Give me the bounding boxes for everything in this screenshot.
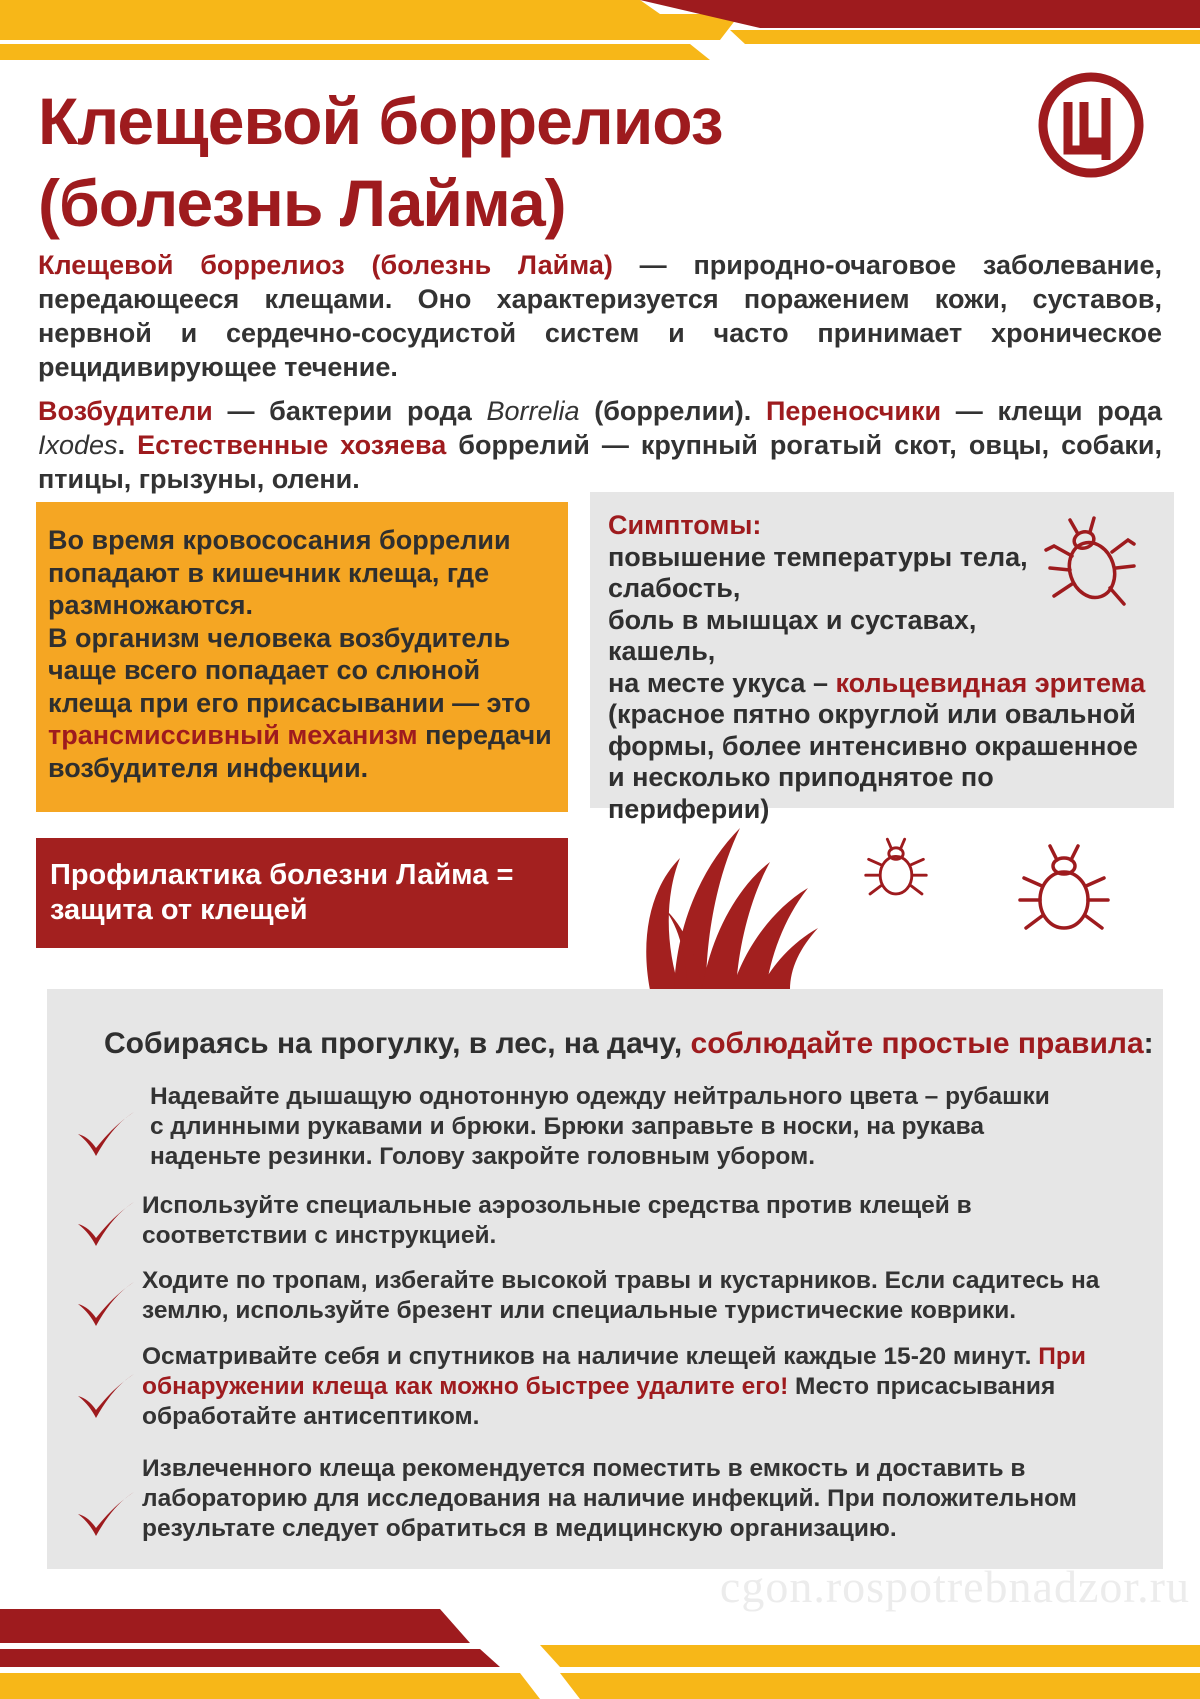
erythema-highlight: кольцевидная эритема [835, 667, 1146, 698]
intro-pathogens [38, 394, 1162, 496]
grass-icon [640, 818, 840, 990]
pathogens-text: — бактерии рода [212, 396, 487, 426]
transmission-text-1: Во время кровососания боррелии попадают в кишечник клеща, где размножаются. [48, 525, 511, 620]
symptom-cough: кашель, [608, 636, 716, 666]
rule-4-end: Место присасывания обработайте антисептиком. [142, 1373, 1056, 1430]
vectors-text: — клещи рода [941, 396, 1162, 426]
symptom-erythema [608, 668, 1158, 700]
page-title [38, 80, 938, 244]
logo-icon [1038, 72, 1144, 178]
hosts-text: боррелий — крупный рогатый скот, овцы, собаки, птицы, грызуны, олени. [38, 430, 1162, 494]
transmission-text-3: передачи возбудителя инфекции. [48, 720, 552, 783]
term-pathogens: Возбудители [38, 396, 213, 426]
rule-item: Ходите по тропам, избегайте высокой травы и кустарников. Если садитесь на землю, используйте брезент или специальные туристические коврики. [142, 1267, 1100, 1324]
period: . [117, 430, 138, 460]
transmission-highlight: трансмиссивный механизм [48, 720, 418, 750]
tick-icon [860, 832, 932, 904]
check-icon [76, 1280, 136, 1328]
prevention-banner: Профилактика болезни Лайма = защита от клещей [36, 838, 568, 948]
transmission-box [36, 502, 568, 812]
check-icon [76, 1110, 136, 1158]
rule-4-highlight: При обнаружении клеща как можно быстрее удалите его! [142, 1343, 1086, 1400]
check-icon [76, 1200, 136, 1248]
title-line-2: (болезнь Лайма) [38, 166, 566, 240]
rules-heading-text: Собираясь на прогулку, в лес, на дачу, [104, 1027, 691, 1060]
rule-item: Используйте специальные аэрозольные средства против клещей в соответствии с инструкцией. [142, 1192, 972, 1249]
rule-item: Надевайте дышащую однотонную одежду нейтрального цвета – рубашки с длинными рукавами и брюки. Брюки заправьте в носки, на рукава наденьте резинки. Голову закройте головным убором. [150, 1083, 1050, 1170]
tick-icon [1040, 512, 1140, 612]
intro-definition [38, 248, 1162, 384]
rules-heading-end: : [1143, 1027, 1154, 1060]
intro-text [38, 248, 1162, 506]
term-vectors: Переносчики [765, 396, 942, 426]
borrelia-note: (боррелии). [579, 396, 766, 426]
genus-borrelia: Borrelia [486, 396, 580, 426]
check-icon [76, 1490, 136, 1538]
top-stripes [0, 0, 1200, 60]
definition-text: — природно-очаговое заболевание, передающееся клещами. Оно характеризуется поражением кожи, суставов, нервной и сердечно-сосудистой систем и часто принимает хроническое рецидивирующее течение. [38, 250, 1163, 382]
title-line-1: Клещевой боррелиоз [38, 84, 723, 158]
watermark: cgon.rospotrebnadzor.ru [719, 1561, 1190, 1612]
erythema-prefix: на месте укуса – [608, 667, 836, 698]
symptom-pain: боль в мышцах и суставах, [608, 604, 977, 635]
rule-item [142, 1342, 1122, 1432]
symptoms-title: Симптомы: [608, 510, 762, 540]
erythema-note: (красное пятно округлой или овальной формы, более интенсивно окрашенное и несколько приподнятое по периферии) [608, 699, 1138, 824]
bottom-stripes [0, 1609, 1200, 1699]
symptom-weakness: слабость, [608, 573, 741, 603]
rule-item: Извлеченного клеща рекомендуется поместить в емкость и доставить в лабораторию для исследования на наличие инфекций. При положительном результате следует обратиться в медицинскую организацию. [142, 1455, 1077, 1542]
rules-heading-highlight: соблюдайте простые правила [690, 1027, 1144, 1060]
rules-heading [104, 1026, 1154, 1062]
check-icon [76, 1372, 136, 1420]
genus-ixodes: Ixodes [38, 430, 118, 460]
term-hosts: Естественные хозяева [137, 430, 447, 460]
transmission-text-2 [48, 622, 552, 785]
symptom-fever: повышение температуры тела, [608, 541, 1028, 572]
tick-icon [1014, 838, 1114, 938]
rule-4-text: Осматривайте себя и спутников на наличие клещей каждые 15-20 минут. [142, 1343, 1039, 1370]
term-disease: Клещевой боррелиоз (болезнь Лайма) [38, 250, 613, 280]
transmission-text-2a: В организм человека возбудитель чаще всего попадает со слюной клеща при его присасывании — это [48, 622, 531, 718]
